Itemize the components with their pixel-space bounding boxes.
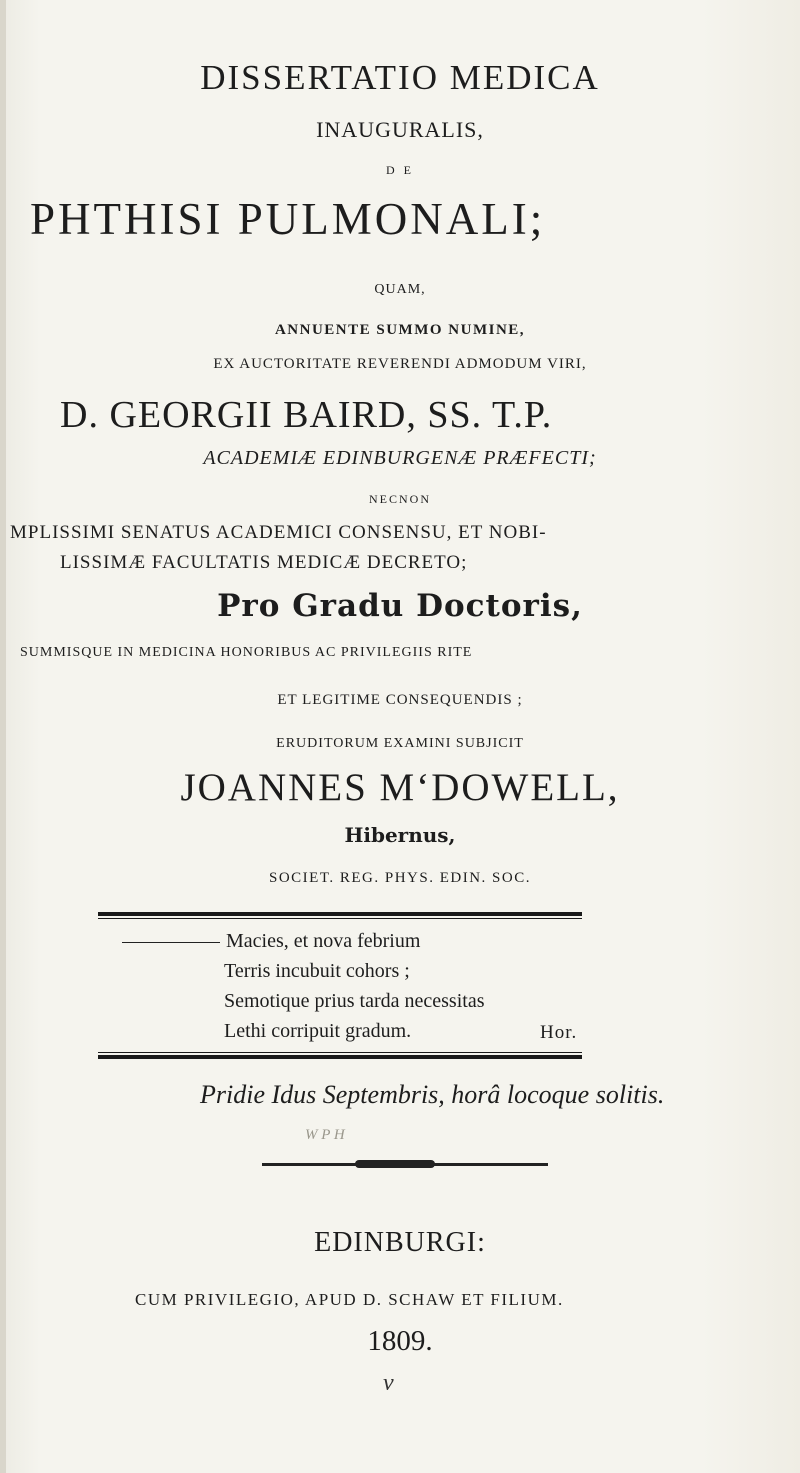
degree-line: Pro Gradu Doctoris, (217, 588, 583, 624)
epigraph-line-3: Semotique prius tarda necessitas (224, 990, 485, 1012)
defense-date: Pridie Idus Septembris, horâ locoque solitis. (200, 1080, 665, 1109)
legitime-line: ET LEGITIME CONSEQUENDIS ; (277, 692, 523, 708)
summisque-line: SUMMISQUE IN MEDICINA HONORIBUS AC PRIVILEGIIS RITE (20, 645, 473, 660)
epigraph-dash (122, 942, 220, 943)
dissertation-subheading: INAUGURALIS, (316, 117, 484, 142)
auctoritate-line: EX AUCTORITATE REVERENDI ADMODUM VIRI, (213, 356, 587, 372)
top-rule-thin (98, 918, 582, 919)
eruditorum-line: ERUDITORUM EXAMINI SUBJICIT (276, 736, 524, 751)
quam-label: QUAM, (374, 282, 426, 297)
de-label: D E (386, 163, 414, 177)
top-rule-thick (98, 912, 582, 916)
author-name: JOANNES M‘DOWELL, (180, 766, 620, 809)
senatus-line-1: MPLISSIMI SENATUS ACADEMICI CONSENSU, ET NOBI- (10, 522, 547, 543)
ornament-center (355, 1160, 435, 1168)
dissertation-subject: PHTHISI PULMONALI; (30, 194, 546, 244)
imprint-year: 1809. (367, 1325, 433, 1357)
epigraph-line-1 (226, 930, 421, 953)
academy-line: ACADEMIÆ EDINBURGENÆ PRÆFECTI; (203, 447, 597, 469)
epigraph-line-2: Terris incubuit cohors ; (224, 960, 410, 982)
society-line: SOCIET. REG. PHYS. EDIN. SOC. (269, 870, 531, 886)
senatus-line-2: LISSIMÆ FACULTATIS MEDICÆ DECRETO; (60, 552, 468, 573)
imprint-city: EDINBURGI: (314, 1227, 486, 1258)
epigraph-attribution: Hor. (540, 1022, 578, 1043)
principal-name: D. GEORGII BAIRD, SS. T.P. (60, 394, 553, 436)
manuscript-note: W P H (305, 1127, 345, 1143)
epigraph-line-4: Lethi corripuit gradum. (224, 1020, 412, 1042)
dissertation-heading: DISSERTATIO MEDICA (200, 58, 600, 97)
imprint-printer: CUM PRIVILEGIO, APUD D. SCHAW ET FILIUM. (135, 1290, 564, 1309)
annuente-line: ANNUENTE SUMMO NUMINE, (274, 322, 526, 338)
bottom-rule-thin (98, 1052, 582, 1053)
bottom-rule-thick (98, 1055, 582, 1059)
necnon-label: NECNON (369, 492, 431, 506)
handwritten-mark-icon: ν (383, 1370, 394, 1396)
epigraph-line-1-text: Macies, et nova febrium (226, 930, 421, 952)
author-nationality: Hibernus, (344, 823, 456, 847)
